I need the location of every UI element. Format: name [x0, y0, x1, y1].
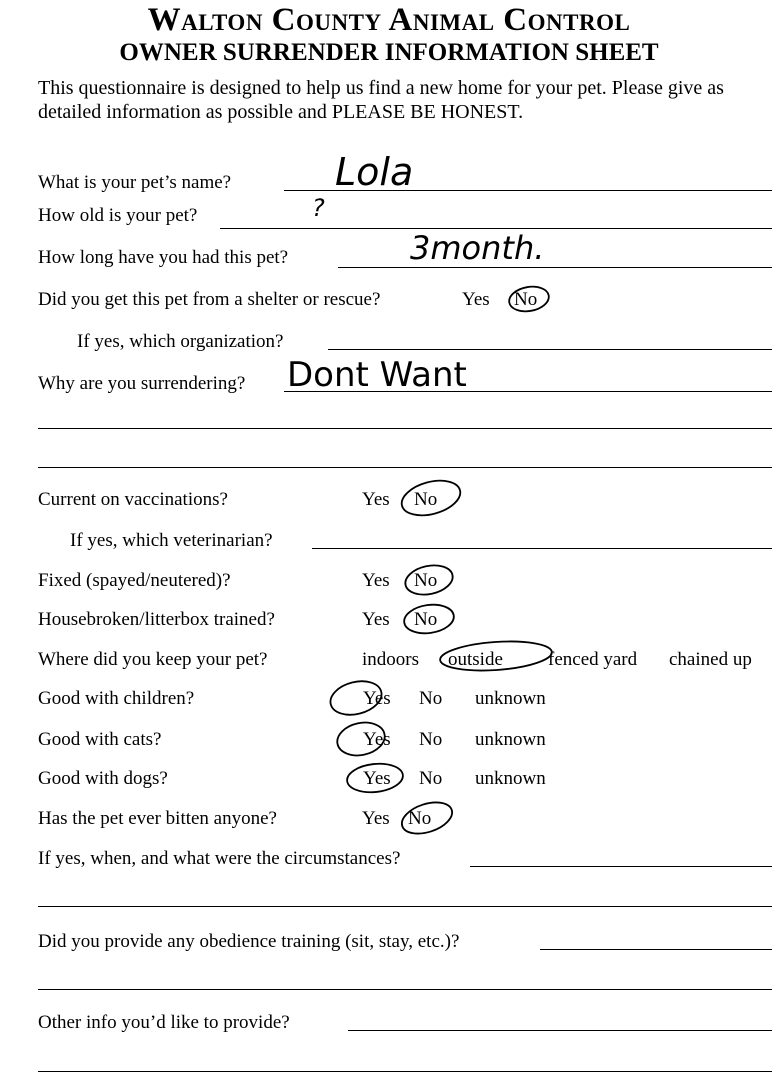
- how-long-answer: 3month.: [410, 229, 545, 267]
- pet-age-answer: ?: [312, 194, 325, 222]
- bitten-yes-option[interactable]: Yes: [362, 808, 390, 829]
- children-no-option[interactable]: No: [419, 688, 443, 709]
- intro-text: This questionnaire is designed to help us find a new home for your pet. Please give as detailed information as possible and PLEASE BE HONEST.: [38, 77, 724, 123]
- cats-unknown-option[interactable]: unknown: [475, 729, 546, 750]
- dogs-unknown-option[interactable]: unknown: [475, 768, 546, 789]
- cats-label: Good with cats?: [38, 729, 162, 750]
- fixed-label: Fixed (spayed/neutered)?: [38, 570, 231, 591]
- shelter-yes-option[interactable]: Yes: [462, 289, 490, 310]
- veterinarian-line[interactable]: [312, 548, 772, 549]
- cats-no-option[interactable]: No: [419, 729, 443, 750]
- circumstances-line[interactable]: [470, 866, 772, 867]
- circumstances-line-2[interactable]: [38, 906, 772, 907]
- children-label: Good with children?: [38, 688, 195, 709]
- how-long-label: How long have you had this pet?: [38, 247, 289, 268]
- other-info-line[interactable]: [348, 1030, 772, 1031]
- housebroken-no-option[interactable]: No: [414, 609, 438, 630]
- dogs-no-option[interactable]: No: [419, 768, 443, 789]
- why-label: Why are you surrendering?: [38, 373, 246, 394]
- bitten-no-option[interactable]: No: [408, 808, 432, 829]
- pet-name-answer: Lola: [335, 150, 414, 194]
- shelter-no-option[interactable]: No: [514, 289, 538, 310]
- obedience-line-2[interactable]: [38, 989, 772, 990]
- form-title: Walton County Animal Control: [147, 2, 631, 38]
- obedience-label: Did you provide any obedience training (sit, stay, etc.)?: [38, 931, 460, 952]
- fixed-yes-option[interactable]: Yes: [362, 570, 390, 591]
- vaccinations-no-option[interactable]: No: [414, 489, 438, 510]
- form-subtitle: OWNER SURRENDER INFORMATION SHEET: [119, 39, 659, 66]
- other-info-line-2[interactable]: [38, 1071, 772, 1072]
- children-unknown-option[interactable]: unknown: [475, 688, 546, 709]
- veterinarian-label: If yes, which veterinarian?: [70, 530, 273, 551]
- kept-fenced-yard-option[interactable]: fenced yard: [548, 649, 638, 670]
- kept-chained-up-option[interactable]: chained up: [669, 649, 752, 670]
- dogs-label: Good with dogs?: [38, 768, 168, 789]
- why-answer: Dont Want: [287, 355, 467, 395]
- kept-label: Where did you keep your pet?: [38, 649, 268, 670]
- vaccinations-label: Current on vaccinations?: [38, 489, 228, 510]
- housebroken-yes-option[interactable]: Yes: [362, 609, 390, 630]
- dogs-yes-option[interactable]: Yes: [363, 768, 391, 789]
- kept-indoors-option[interactable]: indoors: [362, 649, 419, 670]
- kept-outside-option[interactable]: outside: [448, 649, 503, 670]
- circumstances-label: If yes, when, and what were the circumstances?: [38, 848, 401, 869]
- why-line-3[interactable]: [38, 467, 772, 468]
- bitten-label: Has the pet ever bitten anyone?: [38, 808, 277, 829]
- organization-line[interactable]: [328, 349, 772, 350]
- fixed-no-option[interactable]: No: [414, 570, 438, 591]
- cats-yes-option[interactable]: Yes: [363, 729, 391, 750]
- organization-label: If yes, which organization?: [77, 331, 284, 352]
- children-yes-option[interactable]: Yes: [363, 688, 391, 709]
- other-info-label: Other info you’d like to provide?: [38, 1012, 290, 1033]
- why-line-2[interactable]: [38, 428, 772, 429]
- shelter-label: Did you get this pet from a shelter or rescue?: [38, 289, 381, 310]
- vaccinations-yes-option[interactable]: Yes: [362, 489, 390, 510]
- pet-name-label: What is your pet’s name?: [38, 172, 232, 193]
- housebroken-label: Housebroken/litterbox trained?: [38, 609, 275, 630]
- obedience-line[interactable]: [540, 949, 772, 950]
- how-long-line[interactable]: [338, 267, 772, 268]
- pet-age-label: How old is your pet?: [38, 205, 198, 226]
